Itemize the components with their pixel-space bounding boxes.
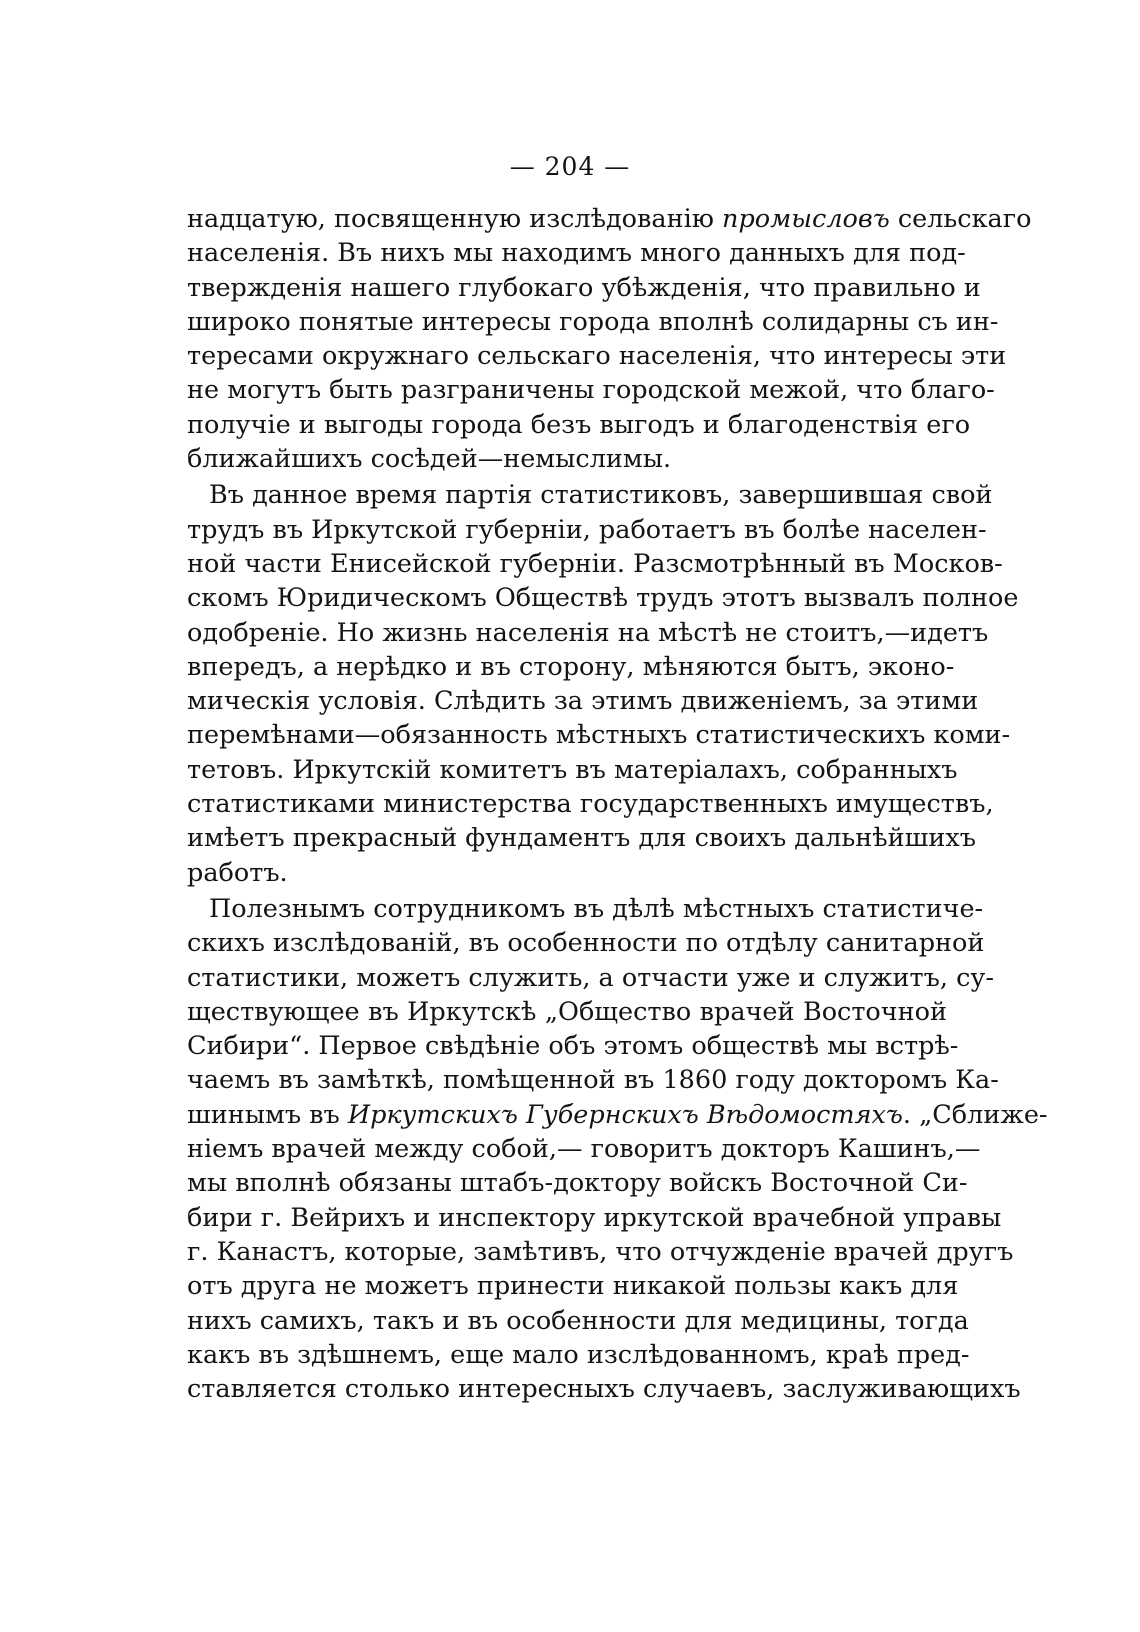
text-line: работъ. [187, 857, 288, 888]
text-line: перемѣнами—обязанность мѣстныхъ статистическихъ коми- [187, 720, 1011, 751]
text-line: широко понятые интересы города вполнѣ солидарны съ ин- [187, 306, 999, 337]
text-line: имѣетъ прекрасный фундаментъ для своихъ дальнѣйшихъ [187, 823, 976, 854]
text-line: скомъ Юридическомъ Обществѣ трудъ этотъ вызвалъ полное [187, 583, 1019, 614]
text-line: одобреніе. Но жизнь населенія на мѣстѣ не стоитъ,—идетъ [187, 617, 989, 648]
italic-title: Иркутскихъ Губернскихъ Вѣдомостяхъ [347, 1099, 903, 1130]
text-line: ставляется столько интересныхъ случаевъ, заслуживающихъ [187, 1374, 1021, 1405]
text-line: ніемъ врачей между собой,— говоритъ докторъ Кашинъ,— [187, 1134, 981, 1165]
text-line: Сибири“. Первое свѣдѣніе объ этомъ обществѣ мы встрѣ- [187, 1031, 959, 1062]
text-line: ществующее въ Иркутскѣ „Общество врачей Восточной [187, 996, 947, 1027]
text-line: ближайшихъ сосѣдей—немыслимы. [187, 444, 672, 475]
text-line: нихъ самихъ, такъ и въ особенности для медицины, тогда [187, 1305, 969, 1336]
text-line: мы вполнѣ обязаны штабъ-доктору войскъ Восточной Си- [187, 1168, 968, 1199]
text-line: Полезнымъ сотрудникомъ въ дѣлѣ мѣстныхъ статистиче- [209, 893, 984, 924]
text-line: отъ друга не можетъ принести никакой пользы какъ для [187, 1271, 959, 1302]
text-line: твержденія нашего глубокаго убѣжденія, что правильно и [187, 272, 981, 303]
text-line: ной части Енисейской губерніи. Разсмотрѣнный въ Москов- [187, 548, 1003, 579]
text-line: мическія условія. Слѣдить за этимъ движеніемъ, за этими [187, 686, 979, 717]
text-line: чаемъ въ замѣткѣ, помѣщенной въ 1860 году докторомъ Ка- [187, 1065, 999, 1096]
text-line: населенія. Въ нихъ мы находимъ много данныхъ для под- [187, 238, 966, 269]
text-line: статистики, можетъ служить, а отчасти уже и служитъ, су- [187, 962, 994, 993]
text-line: статистиками министерства государственныхъ имуществъ, [187, 789, 994, 820]
text-line: надцатую, посвященную изслѣдованію промысловъ сельскаго [187, 204, 1032, 234]
text-line: бири г. Вейрихъ и инспектору иркутской врачебной управы [187, 1202, 1002, 1233]
text-line: получіе и выгоды города безъ выгодъ и благоденствія его [187, 409, 971, 440]
text-line: Въ данное время партія статистиковъ, завершившая свой [209, 480, 993, 511]
text-line: г. Канастъ, которые, замѣтивъ, что отчужденіе врачей другъ [187, 1236, 1014, 1267]
text-line: тетовъ. Иркутскій комитетъ въ матеріалахъ, собранныхъ [187, 754, 958, 785]
body-text [187, 202, 1048, 1406]
italic-title: промысловъ [722, 204, 890, 234]
text-line: не могутъ быть разграничены городской межой, что благо- [187, 375, 995, 406]
paragraph [187, 478, 1019, 890]
text-line: какъ въ здѣшнемъ, еще мало изслѣдованномъ, краѣ пред- [187, 1339, 970, 1370]
text-line: впередъ, а нерѣдко и въ сторону, мѣняются бытъ, эконо- [187, 651, 955, 682]
page-number: — 204 — [509, 152, 631, 181]
text-line: трудъ въ Иркутской губерніи, работаетъ въ болѣе населен- [187, 514, 987, 545]
paragraph [187, 892, 1048, 1406]
text-line: шинымъ въ Иркутскихъ Губернскихъ Вѣдомостяхъ. „Сближе- [187, 1099, 1048, 1130]
paragraph [187, 202, 1032, 476]
text-line: тересами окружнаго сельскаго населенія, что интересы эти [187, 341, 1007, 372]
text-line: скихъ изслѣдованій, въ особенности по отдѣлу санитарной [187, 928, 985, 959]
